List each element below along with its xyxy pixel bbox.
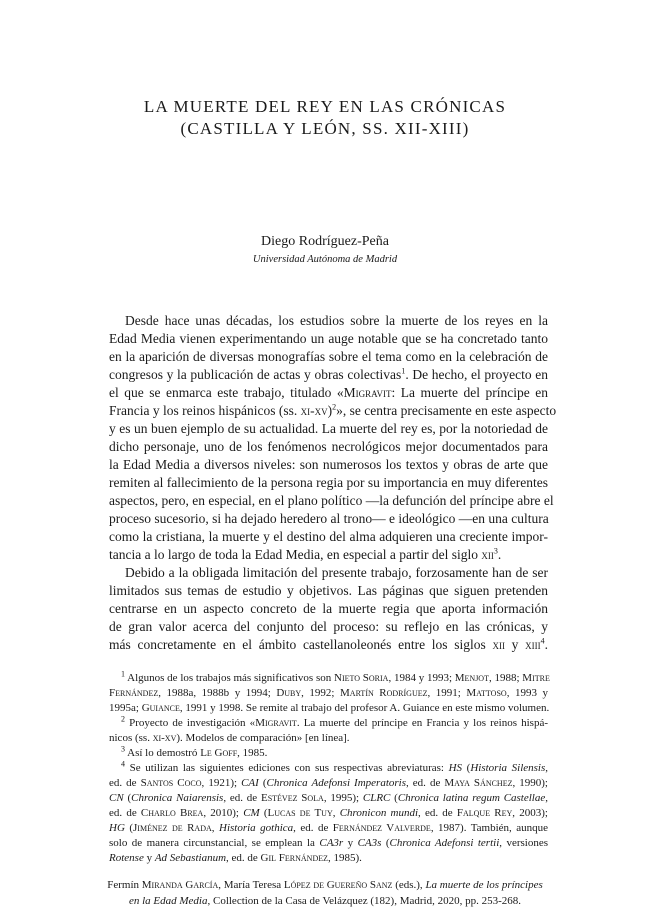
footnote-line: CN (Chronica Naiarensis, ed. de Estévez Sola, 1995); CLRC (Chronica latina regum Castellae,: [109, 792, 548, 804]
body-line: Francia y los reinos hispánicos (ss. xi-xv)$^2$», se centra precisamente en este aspecto: [109, 402, 557, 418]
body-line: centrarse en un aspecto concreto de la muerte regia que aporta información: [109, 601, 548, 616]
footnote-ref-3[interactable]: 3: [493, 546, 498, 556]
footnote-ref-2[interactable]: 2: [332, 402, 337, 412]
title-line-2: (CASTILLA Y LEÓN, SS. XII-XIII): [180, 119, 470, 138]
footnote-line: solo de manera circunstancial, se emplean la CA3r y CA3s (Chronica Adefonsi tertii, versiones: [109, 837, 549, 849]
footnote-line: Fernández, 1988a, 1988b y 1994; Duby, 1992; Martín Rodríguez, 1991; Mattoso, 1993 y: [109, 687, 548, 699]
author-affiliation: Universidad Autónoma de Madrid: [252, 254, 398, 265]
body-line: proceso sucesorio, si ha dejado heredero al trono— e ideológico —en una cultura: [109, 511, 549, 526]
body-line: Debido a la obligada limitación del presente trabajo, forzosamente han de ser: [125, 565, 548, 580]
body-line: limitados sus temas de estudio y objetivos. Las páginas que siguen pretenden: [109, 583, 548, 598]
citation-line-2: en la Edad Media, Collection de la Casa de Velázquez (182), Madrid, 2020, pp. 253-268.: [128, 895, 522, 907]
footnote-4: $^4$ Se utilizan las siguientes ediciones con sus respectivas abreviaturas: HS (Historia Silensis,: [121, 759, 549, 774]
body-line: dicho personaje, uno de los fenómenos necrológicos mejor documentados para: [109, 439, 548, 454]
body-line: de gran valor acerca del conjunto del proceso: su reflejo en las crónicas, y: [109, 619, 548, 634]
author-name: Diego Rodríguez-Peña: [261, 234, 389, 249]
body-line: tancia a lo largo de toda la Edad Media, en especial a partir del siglo xii$^3$.: [109, 546, 502, 562]
body-line: la Edad Media a diversos niveles: son numerosos los textos y obras de arte que: [109, 457, 548, 472]
body-line: remiten al fallecimiento de la persona regia por su importancia en muy diferentes: [109, 475, 548, 490]
title-line-1: LA MUERTE DEL REY EN LAS CRÓNICAS: [143, 97, 507, 116]
footnote-line: 1995a; Guiance, 1991 y 1998. Se remite al trabajo del profesor A. Guiance en este mismo volumen.: [109, 702, 550, 714]
footnote-2: $^2$ Proyecto de investigación «Migravit. La muerte del príncipe en Francia y los reinos hispá-: [121, 714, 549, 729]
body-line: Edad Media vienen experimentando un auge notable que se ha concretado tanto: [109, 331, 548, 346]
body-line: como la cristiana, la muerte y el destino del alma adquieren una creciente impor-: [109, 529, 548, 544]
footnote-3: $^3$ Así lo demostró Le Goff, 1985.: [121, 744, 268, 759]
footnote-line: nicos (ss. xi-xv). Modelos de comparación» [en línea].: [109, 732, 350, 744]
body-line: en la aparición de diversas monografías sobre el tema como en la celebración de: [109, 349, 548, 364]
citation-line-1: Fermín Miranda García, María Teresa López de Guereño Sanz (eds.), La muerte de los príncipes: [107, 879, 543, 891]
footnote-1: $^1$ Algunos de los trabajos más significativos son Nieto Soria, 1984 y 1993; Menjot, 1988; Mitre: [121, 669, 550, 684]
body-line: Desde hace unas décadas, los estudios sobre la muerte de los reyes en la: [125, 313, 548, 328]
footnote-ref-1[interactable]: 1: [401, 366, 406, 376]
footnote-line: Rotense y Ad Sebastianum, ed. de Gil Fernández, 1985).: [109, 852, 362, 864]
body-line: el que se enmarca este trabajo, titulado «Migravit: La muerte del príncipe en: [109, 385, 548, 400]
body-line: congresos y la publicación de actas y obras colectivas$^1$. De hecho, el proyecto en: [109, 366, 548, 382]
footnote-line: ed. de Charlo Brea, 2010); CM (Lucas de Tuy, Chronicon mundi, ed. de Falque Rey, 2003);: [109, 807, 548, 819]
footnote-line: HG (Jiménez de Rada, Historia gothica, ed. de Fernández Valverde, 1987). También, aunque: [109, 822, 549, 834]
body-line: y es un buen ejemplo de su actualidad. La muerte del rey es, por la notoriedad de: [109, 421, 548, 436]
footnote-ref-4[interactable]: 4: [540, 636, 545, 646]
body-line: más concretamente en el ámbito castellanoleonés entre los siglos xii y xiii$^4$.: [109, 636, 548, 652]
footnote-line: ed. de Santos Coco, 1921); CAI (Chronica Adefonsi Imperatoris, ed. de Maya Sánchez, 1990);: [109, 777, 548, 789]
body-line: aspectos, pero, en especial, en el plano político —la defunción del príncipe abre el: [109, 493, 554, 508]
